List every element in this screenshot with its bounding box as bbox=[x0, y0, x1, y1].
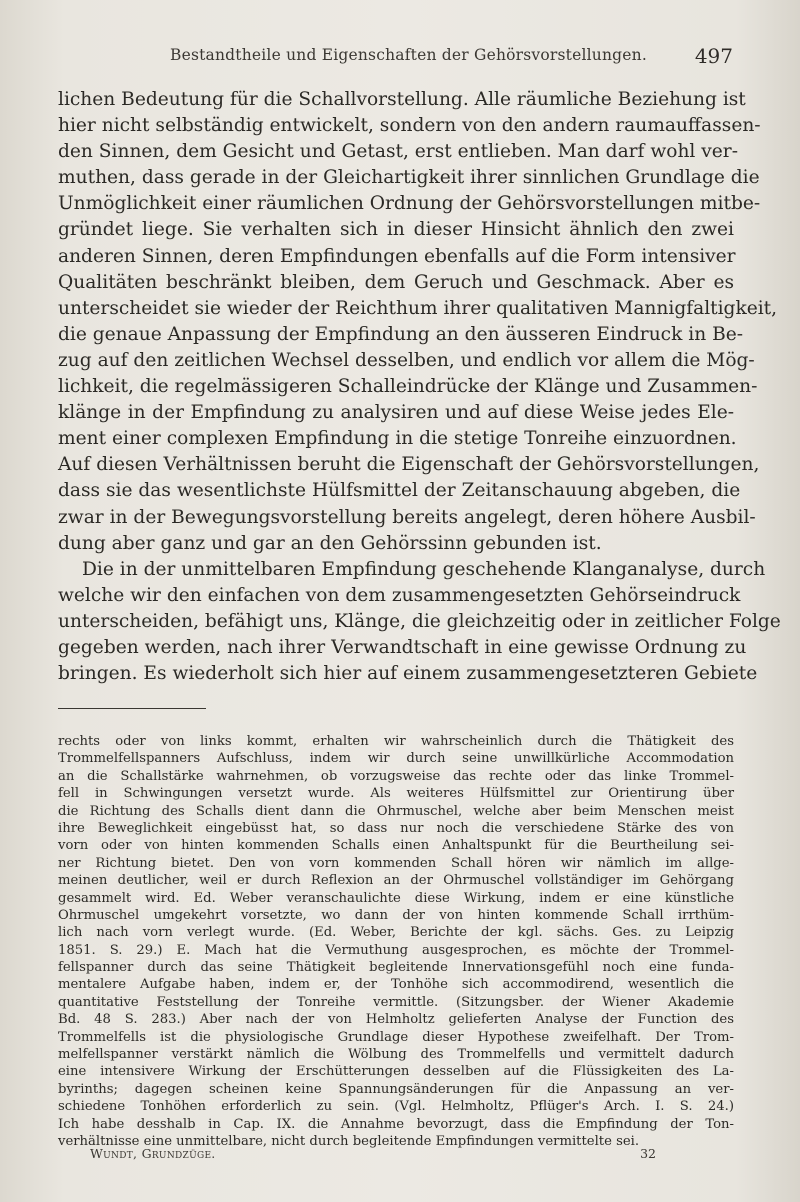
text-line: dung aber ganz und gar an den Gehörssinn gebunden ist. bbox=[58, 532, 602, 554]
text-line: lichen Bedeutung für die Schallvorstellung. Alle räumliche Beziehung ist bbox=[58, 89, 746, 110]
footnote-line: ner Richtung bietet. Den von vorn kommenden Schall hören wir nämlich im allge- bbox=[58, 855, 734, 871]
text-line: Unmöglichkeit einer räumlichen Ordnung der Gehörsvorstellungen mitbe- bbox=[58, 193, 761, 215]
footnote-line: ihre Beweglichkeit eingebüsst hat, so dass nur noch die verschiedene Stärke des von bbox=[58, 820, 734, 836]
footnote-line: Ohrmuschel umgekehrt vorsetzte, wo dann der von hinten kommende Schall irrthüm- bbox=[58, 907, 734, 923]
text-line: Auf diesen Verhältnissen beruht die Eigenschaft der Gehörsvorstellungen, bbox=[58, 454, 760, 476]
footnote-line: die Richtung des Schalls dient dann die Ohrmuschel, welche aber beim Menschen meist bbox=[58, 803, 734, 819]
footnote-line: 1851. S. 29.) E. Mach hat die Vermuthung ausgesprochen, es möchte der Trommel- bbox=[58, 942, 734, 958]
text-line: anderen Sinnen, deren Empfindungen ebenfalls auf die Form intensiver bbox=[58, 245, 736, 267]
text-line: welche wir den einfachen von dem zusammengesetzten Gehörseindruck bbox=[58, 584, 741, 606]
footnote-line: Trommelfellspanners Aufschluss, indem wir durch seine unwillkürliche Accommodation bbox=[58, 751, 734, 767]
footnote-line: gesammelt wird. Ed. Weber veranschaulichte diese Wirkung, indem er eine künstliche bbox=[58, 890, 734, 906]
text-line: Die in der unmittelbaren Empfindung geschehende Klanganalyse, durch bbox=[82, 558, 766, 580]
page-number: 497 bbox=[694, 44, 733, 68]
footnote-line: melfellspanner verstärkt nämlich die Wölbung des Trommelfells und vermittelt dadurch bbox=[58, 1047, 734, 1063]
footnote-line: lich nach vorn verlegt wurde. (Ed. Weber, Berichte der kgl. sächs. Ges. zu Leipzig bbox=[58, 925, 734, 941]
main-text bbox=[58, 87, 781, 687]
footnote-line: quantitative Feststellung der Tonreihe vermittle. (Sitzungsber. der Wiener Akademie bbox=[58, 994, 734, 1010]
footnote-line: schiedene Tonhöhen erforderlich zu sein. (Vgl. Helmholtz, Pflüger's Arch. I. S. 24.) bbox=[58, 1099, 734, 1115]
footnote-line: an die Schallstärke wahrnehmen, ob vorzugsweise das rechte oder das linke Trommel- bbox=[58, 768, 734, 784]
footnote-line: fellspanner durch das seine Thätigkeit begleitende Innervationsgefühl noch eine funda- bbox=[58, 960, 734, 976]
text-line: ment einer complexen Empfindung in die stetige Tonreihe einzuordnen. bbox=[58, 428, 737, 450]
text-line: unterscheidet sie wieder der Reichthum ihrer qualitativen Mannigfaltigkeit, bbox=[58, 297, 778, 319]
text-line: den Sinnen, dem Gesicht und Getast, erst entlieben. Man darf wohl ver- bbox=[58, 141, 738, 163]
footnote-line: eine intensivere Wirkung der Erschütterungen desselben auf die Flüssigkeiten des La- bbox=[58, 1064, 734, 1080]
footnote-line: vorn oder von hinten kommenden Schalls einen Anhaltspunkt für die Beurtheilung sei- bbox=[58, 838, 734, 854]
page-footer bbox=[90, 1146, 656, 1166]
footnote-line: Ich habe desshalb in Cap. IX. die Annahme bevorzugt, dass die Empfindung der Ton- bbox=[58, 1116, 734, 1132]
footnote-line: rechts oder von links kommt, erhalten wir wahrscheinlich durch die Thätigkeit des bbox=[58, 734, 734, 749]
text-line: hier nicht selbständig entwickelt, sondern von den andern raumauffassen- bbox=[58, 115, 761, 137]
footnote-line: mentalere Aufgabe haben, indem er, der Tonhöhe sich accommodirend, wesentlich die bbox=[58, 977, 734, 993]
printer-signature: Wundt, Grundzüge. bbox=[90, 1146, 216, 1161]
text-line: lichkeit, die regelmässigeren Schalleindrücke der Klänge und Zusammen- bbox=[58, 376, 758, 398]
text-line: klänge in der Empfindung zu analysiren und auf diese Weise jedes Ele- bbox=[58, 402, 734, 424]
text-line: dass sie das wesentlichste Hülfsmittel der Zeitanschauung abgeben, die bbox=[58, 480, 741, 502]
text-line: zug auf den zeitlichen Wechsel desselben, und endlich vor allem die Mög- bbox=[58, 349, 755, 371]
text-line: die genaue Anpassung der Empfindung an den äusseren Eindruck in Be- bbox=[58, 323, 744, 345]
footnote-line: fell in Schwingungen versetzt wurde. Als weiteres Hülfsmittel zur Orientirung über bbox=[58, 786, 734, 802]
text-line: Qualitäten beschränkt bleiben, dem Geruch und Geschmack. Aber es bbox=[58, 271, 734, 293]
footnote-line: Trommelfells ist die physiologische Grundlage dieser Hypothese zweifelhaft. Der Trom- bbox=[58, 1029, 734, 1045]
text-line: zwar in der Bewegungsvorstellung bereits angelegt, deren höhere Ausbil- bbox=[58, 506, 756, 528]
footnote bbox=[58, 733, 734, 1150]
running-title: Bestandtheile und Eigenschaften der Gehörsvorstellungen. bbox=[170, 46, 647, 64]
footnote-line: byrinths; dagegen scheinen keine Spannungsänderungen für die Anpassung an ver- bbox=[58, 1081, 734, 1097]
footnote-line: verhältnisse eine unmittelbare, nicht durch begleitende Empfindungen vermittelte sei. bbox=[58, 1133, 640, 1149]
text-line: bringen. Es wiederholt sich hier auf einem zusammengesetzteren Gebiete bbox=[58, 663, 758, 685]
text-line: muthen, dass gerade in der Gleichartigkeit ihrer sinnlichen Grundlage die bbox=[58, 167, 760, 189]
footnote-line: Bd. 48 S. 283.) Aber nach der von Helmholtz gelieferten Analyse der Function des bbox=[58, 1012, 734, 1028]
text-line: unterscheiden, befähigt uns, Klänge, die gleichzeitig oder in zeitlicher Folge bbox=[58, 610, 781, 632]
text-line: gegeben werden, nach ihrer Verwandtschaft in eine gewisse Ordnung zu bbox=[58, 636, 747, 658]
page-header bbox=[55, 44, 745, 74]
footnote-rule bbox=[58, 708, 206, 709]
signature-mark: 32 bbox=[640, 1146, 656, 1161]
footnote-line: meinen deutlicher, weil er durch Reflexion an der Ohrmuschel vollständiger im Gehörgang bbox=[58, 873, 734, 889]
text-line: gründet liege. Sie verhalten sich in dieser Hinsicht ähnlich den zwei bbox=[58, 219, 734, 241]
